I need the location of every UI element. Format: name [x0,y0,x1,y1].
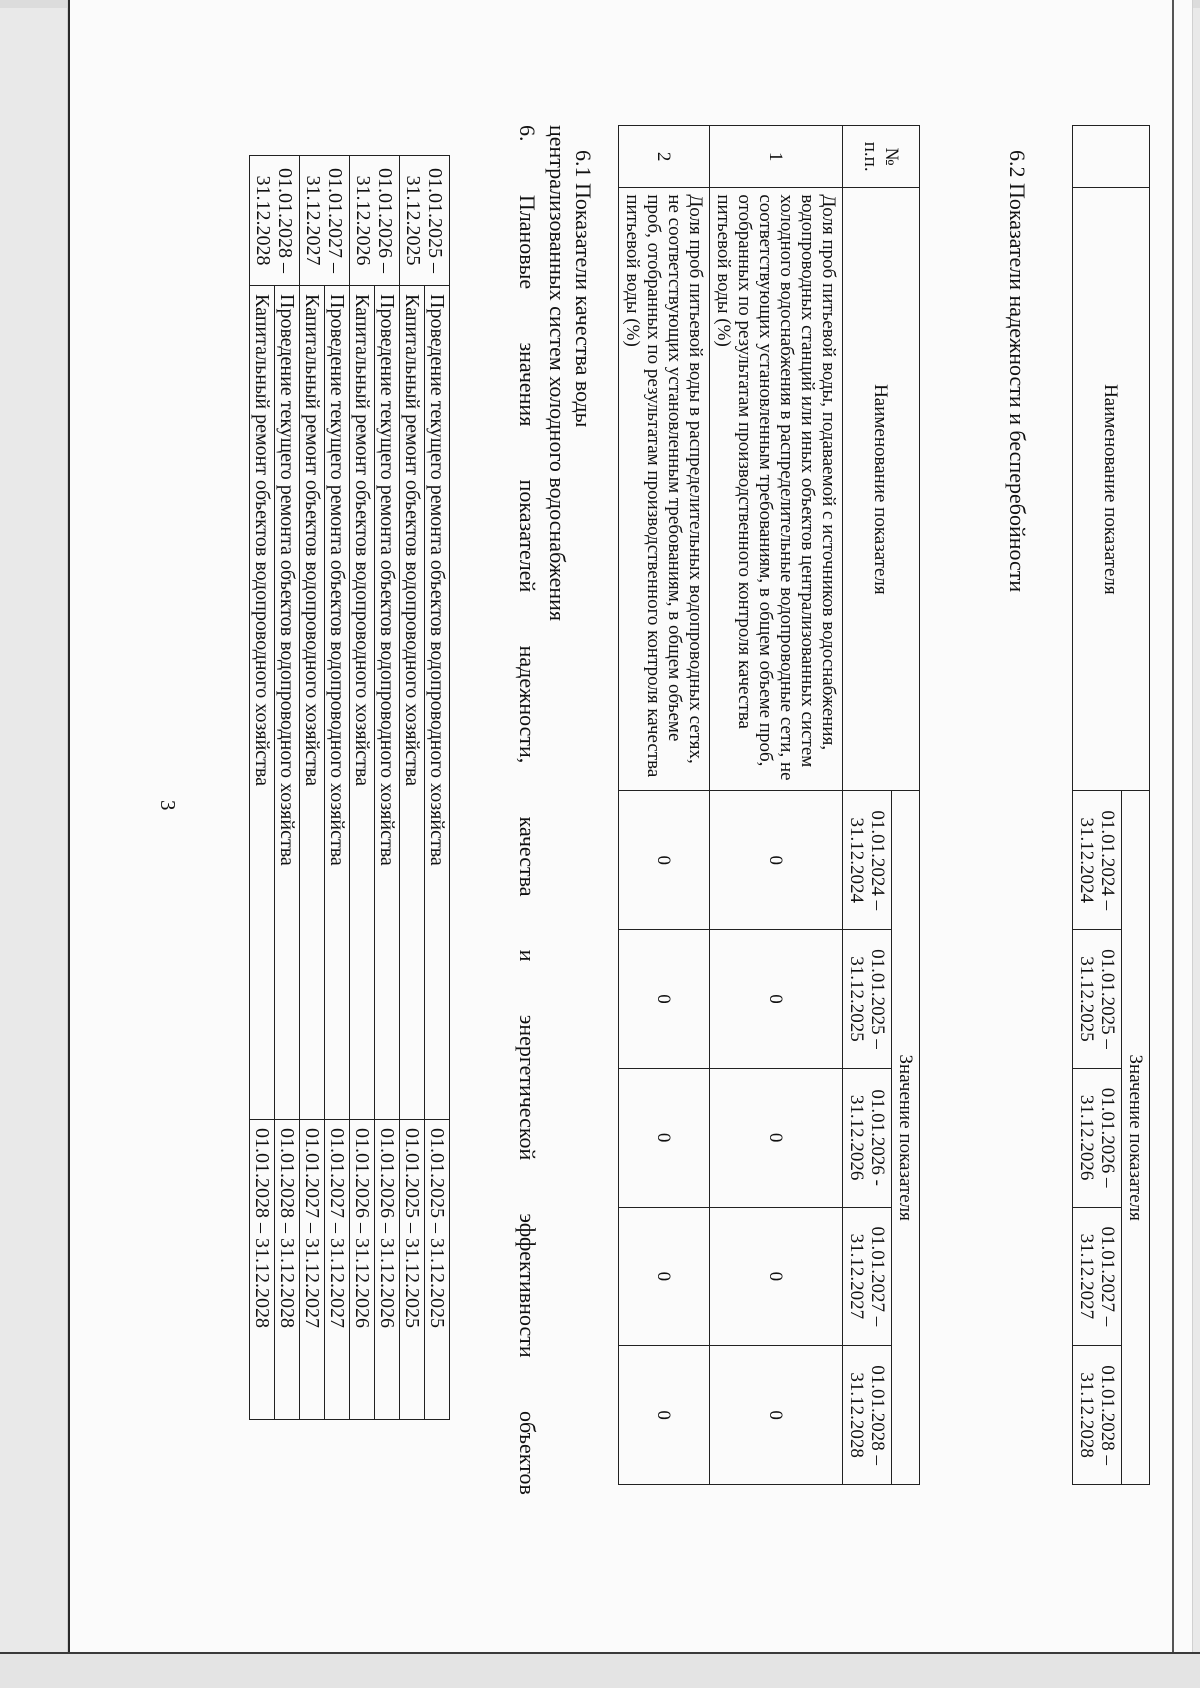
table-row [710,126,843,1485]
scan-bottom-margin [0,1652,1200,1688]
subsection-6-2-title: 6.2 Показатели надежности и бесперебойности [1005,150,1030,593]
indicator-value: 0 [619,930,710,1069]
table-row [325,156,350,1420]
schedule-work-cell: Капитальный ремонт объектов водопроводного хозяйства [300,286,325,1120]
indicator-value: 0 [710,930,843,1069]
table-row [375,156,400,1420]
heading-word: надежности, [515,645,540,764]
col-number-header [1073,126,1150,188]
col-name-header: Наименование показателя [843,188,920,791]
schedule-term-cell: 01.01.2026 – 31.12.2026 [350,1120,375,1420]
indicator-value: 0 [710,1207,843,1346]
period-header: 01.01.2026 - 31.12.2026 [843,1068,892,1207]
indicator-value: 0 [619,791,710,930]
heading-word: значения [515,342,540,427]
period-header: 01.01.2027 – 31.12.2027 [843,1207,892,1346]
heading-word: объектов [515,1410,540,1495]
schedule-work-cell: Капитальный ремонт объектов водопроводного хозяйства [250,286,275,1120]
indicator-value: 0 [619,1068,710,1207]
rotated-content [70,10,1180,1610]
schedule-period-cell: 01.01.2026 – 31.12.2026 [350,156,400,286]
row-number: 1 [710,126,843,188]
schedule-work-cell: Проведение текущего ремонта объектов водопроводного хозяйства [425,286,450,1120]
indicator-value: 0 [710,1068,843,1207]
indicator-value: 0 [619,1207,710,1346]
period-header: 01.01.2025 – 31.12.2025 [843,930,892,1069]
page-number: 3 [156,800,180,811]
heading-word: качества [515,816,540,897]
schedule-term-cell: 01.01.2027 – 31.12.2027 [300,1120,325,1420]
row-number: 2 [619,126,710,188]
indicator-name: Доля проб питьевой воды, подаваемой с источников водоснабжения, водопроводных станций или иных объектов централизованных систем холодного водоснабжения в распределительные водопроводные сети, не соответствующих установленным требованиям, в общем объеме проб, отобранных по результатам производственного контроля качества питьевой воды (%) [710,188,843,791]
schedule-term-cell: 01.01.2025 – 31.12.2025 [425,1120,450,1420]
schedule-period-cell: 01.01.2025 – 31.12.2025 [400,156,450,286]
indicator-name: Доля проб питьевой воды в распределительных водопроводных сетях, не соответствующих установленным требованиям, в общем объеме проб, отобранных по результатам производственного контроля качества питьевой воды (%) [619,188,710,791]
schedule-work-cell: Проведение текущего ремонта объектов водопроводного хозяйства [275,286,300,1120]
schedule-work-cell: Проведение текущего ремонта объектов водопроводного хозяйства [325,286,350,1120]
schedule-period-cell: 01.01.2028 – 31.12.2028 [250,156,300,286]
period-header: 01.01.2025 – 31.12.2025 [1073,930,1122,1069]
subsection-6-1-title: 6.1 Показатели качества воды [571,150,596,428]
schedule-term-cell: 01.01.2027 – 31.12.2027 [325,1120,350,1420]
schedule-term-cell: 01.01.2028 – 31.12.2028 [275,1120,300,1420]
period-header: 01.01.2027 – 31.12.2027 [1073,1207,1122,1346]
schedule-period-cell: 01.01.2027 – 31.12.2027 [300,156,350,286]
schedule-term-cell: 01.01.2028 – 31.12.2028 [250,1120,275,1420]
period-header: 01.01.2028 – 31.12.2028 [1073,1346,1122,1485]
period-header: 01.01.2028 – 31.12.2028 [843,1346,892,1485]
schedule-table [249,155,450,1420]
table-row [275,156,300,1420]
quality-table [618,125,920,1485]
table-row [350,156,375,1420]
schedule-work-cell: Проведение текущего ремонта объектов водопроводного хозяйства [375,286,400,1120]
col-name-header: Наименование показателя [1073,188,1150,791]
section-6-heading-line2: централизованных систем холодного водоснабжения [545,125,570,622]
indicator-value: 0 [619,1346,710,1485]
schedule-term-cell: 01.01.2026 – 31.12.2026 [375,1120,400,1420]
heading-word: энергетической [515,1014,540,1161]
section-6-heading [514,125,540,1495]
table-row [619,126,710,1485]
schedule-work-cell: Капитальный ремонт объектов водопроводного хозяйства [350,286,375,1120]
schedule-term-cell: 01.01.2025 – 31.12.2025 [400,1120,425,1420]
col-value-group-header: Значение показателя [1122,791,1150,1485]
col-number-header: № п.п. [843,126,920,188]
schedule-work-cell: Капитальный ремонт объектов водопроводного хозяйства [400,286,425,1120]
table-row [250,156,275,1420]
period-header: 01.01.2026 – 31.12.2026 [1073,1068,1122,1207]
table-row [300,156,325,1420]
indicator-value: 0 [710,1346,843,1485]
heading-word: показателей [515,479,540,593]
period-header: 01.01.2024 – 31.12.2024 [843,791,892,930]
table-row [400,156,425,1420]
heading-word: 6. [515,125,540,142]
period-header: 01.01.2024 – 31.12.2024 [1073,791,1122,930]
col-value-group-header: Значение показателя [892,791,920,1485]
heading-word: и [515,949,540,962]
heading-word: эффективности [515,1213,540,1358]
heading-word: Плановые [515,194,540,290]
indicator-value: 0 [710,791,843,930]
reliability-table [1072,125,1150,1485]
table-row [425,156,450,1420]
